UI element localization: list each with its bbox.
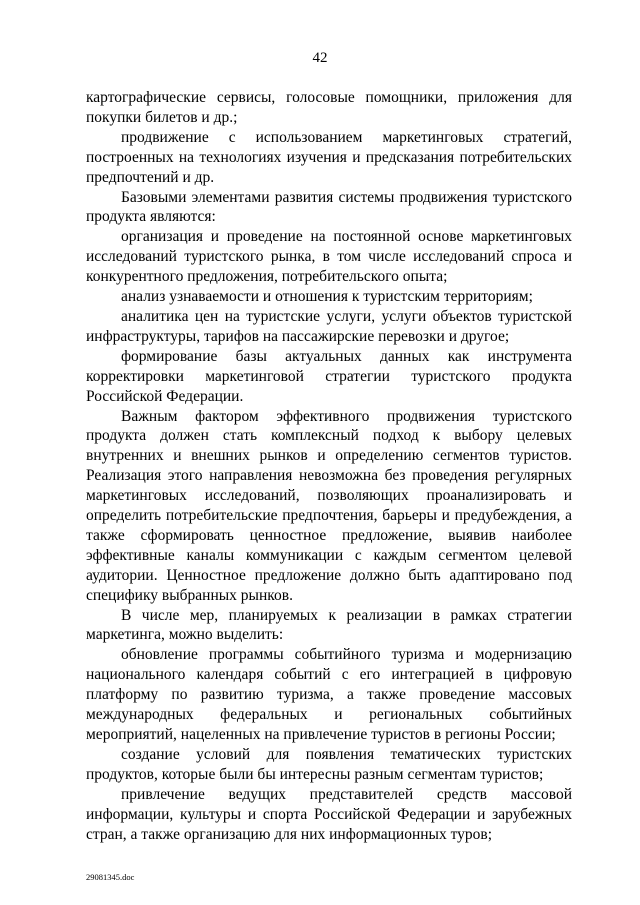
paragraph-media-involvement: привлечение ведущих представителей средств массовой информации, культуры и спорта Российской Федерации и зарубежных стран, а также организацию для них информационных туров; <box>86 785 572 843</box>
paragraph-thematic-products: создание условий для появления тематических туристских продуктов, которые были бы интересны разным сегментам туристов; <box>86 745 572 783</box>
footer-filename: 29081345.doc <box>86 872 135 882</box>
paragraph-continuation: картографические сервисы, голосовые помощники, приложения для покупки билетов и др.; <box>86 89 572 126</box>
paragraph-recognition-analysis: анализ узнаваемости и отношения к туристским территориям; <box>121 288 533 306</box>
paragraph-base-elements-intro: Базовыми элементами развития системы продвижения туристского продукта являются: <box>86 188 572 226</box>
paragraph-event-tourism: обновление программы событийного туризма и модернизацию национального календаря событий с его интеграцией в цифровую платформу по развитию туризма, а также проведение массовых международных федеральных и региональных событийных мероприятий, нацеленных на привлечение туристов в регионы России; <box>86 646 572 743</box>
page-number: 42 <box>312 50 328 66</box>
paragraph-price-analytics: аналитика цен на туристские услуги, услуги объектов туристской инфраструктуры, тарифов на пассажирские перевозки и другое; <box>86 307 572 345</box>
paragraph-target-markets: Важным фактором эффективного продвижения туристского продукта должен стать комплексный подход к выбору целевых внутренних и внешних рынков и определению сегментов туристов. Реализация этого направления невозможна без проведения регулярных маркетинговых исследований, позволяющих проанализировать и определить потребительские предпочтения, барьеры и предубеждения, а также сформировать ценностное предложение, выявив наиболее эффективные каналы коммуникации с каждым сегментом целевой аудитории. Ценностное предложение должно быть адаптировано под специфику выбранных рынков. <box>86 407 572 604</box>
paragraph-database-formation: формирование базы актуальных данных как инструмента корректировки маркетинговой стратегии туристского продукта Российской Федерации. <box>86 347 572 405</box>
paragraph-marketing-strategies: продвижение с использованием маркетинговых стратегий, построенных на технологиях изучения и предсказания потребительских предпочтений и др. <box>86 128 572 186</box>
paragraph-measures-intro: В числе мер, планируемых к реализации в рамках стратегии маркетинга, можно выделить: <box>86 606 572 644</box>
document-body <box>86 88 572 844</box>
paragraph-market-research: организация и проведение на постоянной основе маркетинговых исследований туристского рынка, в том числе исследований спроса и конкурентного предложения, потребительского опыта; <box>86 228 572 286</box>
